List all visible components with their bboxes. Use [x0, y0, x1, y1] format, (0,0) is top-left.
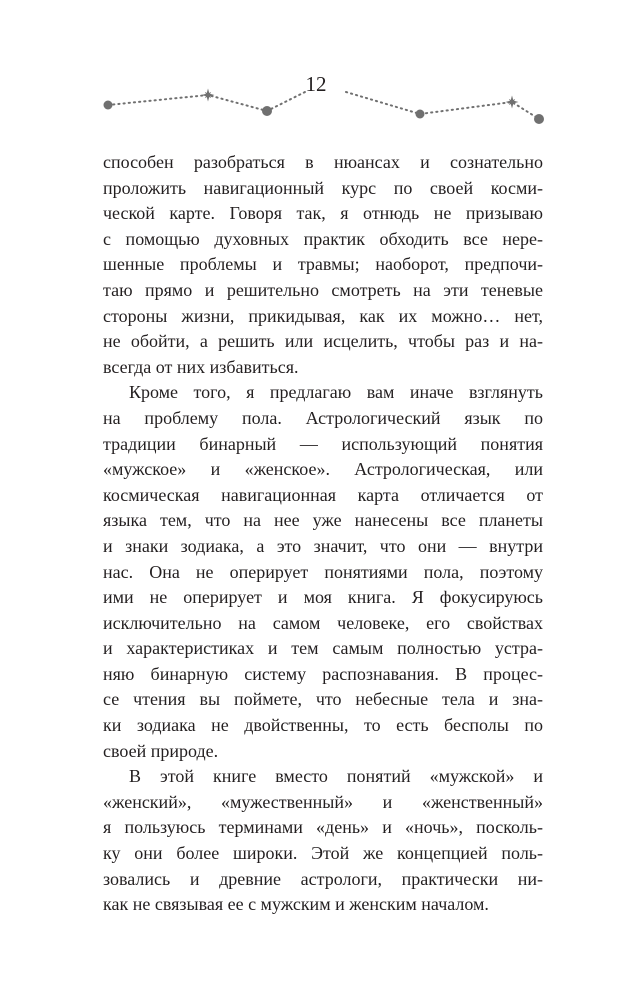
text-line: ку они более широки. Этой же концепцией поль- [103, 843, 543, 864]
text-line: ими не оперирует и моя книга. Я фокусируюсь [103, 587, 543, 608]
sparkle-star-icon [202, 89, 215, 102]
star-dot-icon [262, 106, 272, 116]
text-line: ческой карте. Говоря так, я отнюдь не призываю [103, 203, 543, 224]
text-line: как не связывая ее с мужским и женским началом. [103, 894, 489, 915]
text-line: «мужское» и «женское». Астрологическая, или [103, 459, 543, 480]
text-line: «женский», «мужественный» и «женственный» [103, 791, 543, 812]
text-line: шенные проблемы и травмы; наоборот, предпочи- [103, 254, 543, 275]
text-line: традиции бинарный — использующий понятия [103, 433, 543, 454]
text-line: всегда от них избавиться. [103, 356, 299, 377]
text-line: се чтения вы поймете, что небесные тела и зна- [103, 689, 543, 710]
text-line: В этой книге вместо понятий «мужской» и [129, 766, 543, 787]
text-line: не обойти, а решить или исцелить, чтобы раз и на- [103, 331, 543, 352]
text-line: с помощью духовных практик обходить все нере- [103, 228, 543, 249]
text-line: проложить навигационный курс по своей косми- [103, 177, 543, 198]
paragraph-2 [103, 380, 543, 764]
page-number: 12 [305, 72, 327, 96]
constellation-line-right [346, 92, 539, 119]
text-line: Кроме того, я предлагаю вам иначе взглянуть [129, 382, 543, 403]
star-dot-icon [416, 110, 425, 119]
text-line: ки зодиака не двойственны, то есть бесполы по [103, 715, 543, 736]
text-line: и характеристиках и тем самым полностью устра- [103, 638, 543, 659]
text-line: своей природе. [103, 740, 219, 761]
paragraph-1 [103, 150, 543, 380]
text-line: нас. Она не оперирует понятиями пола, поэтому [103, 561, 543, 582]
star-dot-icon [534, 114, 544, 124]
text-line: зовались и древние астрологи, практически ни- [103, 868, 543, 889]
text-line: языка тем, что на нее уже нанесены все планеты [103, 510, 543, 531]
text-line: стороны жизни, прикидывая, как их можно… нет, [103, 305, 543, 326]
body-text [103, 150, 543, 918]
page-header [0, 0, 632, 140]
text-line: на проблему пола. Астрологический язык по [103, 407, 543, 428]
star-dot-icon [104, 101, 113, 110]
text-line: космическая навигационная карта отличается от [103, 484, 543, 505]
text-line: таю прямо и решительно смотреть на эти теневые [103, 279, 543, 300]
constellation-ornament [0, 0, 632, 140]
text-line: няю бинарную систему распознавания. В процес- [103, 663, 543, 684]
text-line: способен разобраться в нюансах и сознательно [103, 152, 543, 172]
text-line: я пользуюсь терминами «день» и «ночь», посколь- [103, 817, 543, 838]
paragraph-3 [103, 764, 543, 918]
text-line: и знаки зодиака, а это значит, что они — внутри [103, 535, 543, 556]
text-line: исключительно на самом человеке, его свойствах [103, 612, 543, 633]
sparkle-star-icon [506, 96, 519, 109]
